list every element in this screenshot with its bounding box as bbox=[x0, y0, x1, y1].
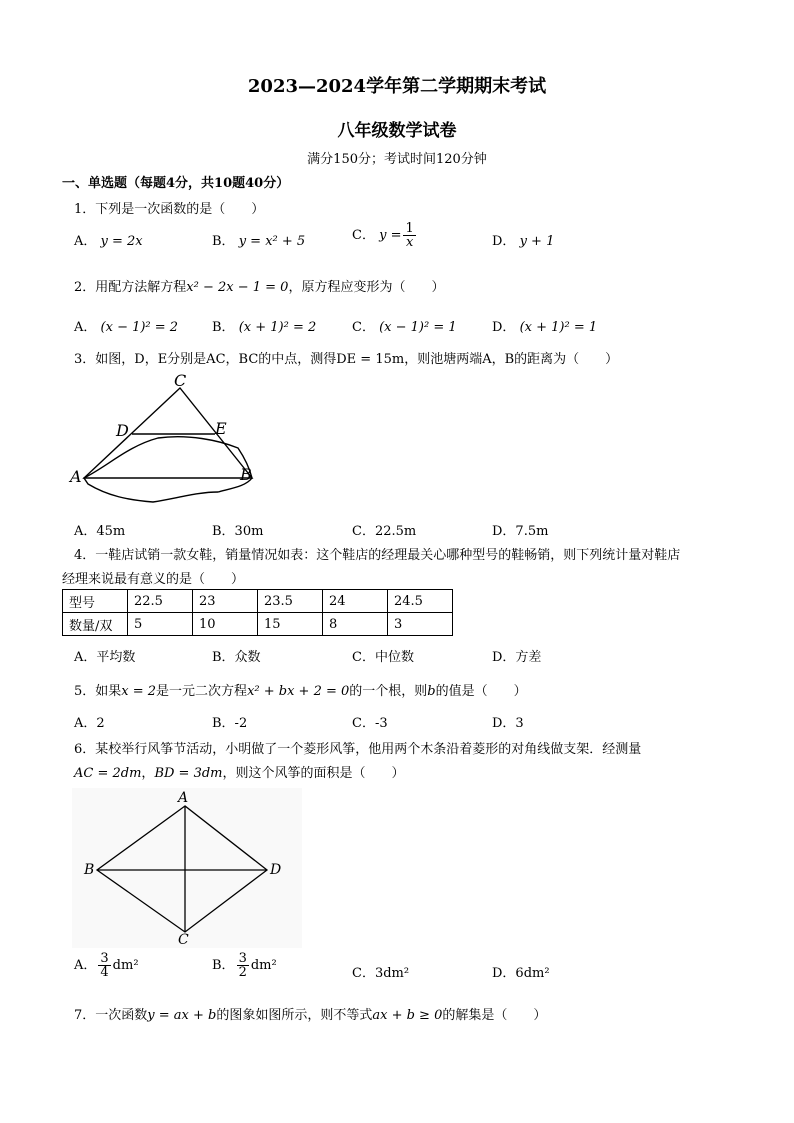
table-cell: 数量/双 bbox=[63, 613, 128, 636]
label-c: C bbox=[178, 932, 189, 948]
label-a: A bbox=[178, 790, 189, 806]
q4-option-d: D．方差 bbox=[492, 650, 542, 665]
exam-info: 满分150分；考试时间120分钟 bbox=[307, 152, 487, 167]
label-a: A bbox=[70, 467, 82, 486]
section-heading: 一、单选题（每题4分，共10题40分） bbox=[62, 176, 290, 191]
q4-option-b: B．众数 bbox=[212, 650, 261, 665]
question-2-stem: 2．用配方法解方程x² − 2x − 1 = 0，原方程应变形为（ ） bbox=[74, 280, 445, 295]
q1-option-a: A． y = 2x bbox=[74, 234, 143, 249]
q3-option-c: C．22.5m bbox=[352, 524, 417, 539]
q3-option-a: A．45m bbox=[74, 524, 126, 539]
q6-option-b: B． $\frac{3}{2}$ dm² bbox=[212, 951, 277, 980]
label-d: D bbox=[116, 421, 129, 440]
table-cell: 8 bbox=[323, 613, 388, 636]
table-cell: 22.5 bbox=[128, 590, 193, 613]
q1-option-b: B． y = x² + 5 bbox=[212, 234, 306, 249]
q2-option-b: B． (x + 1)² = 2 bbox=[212, 320, 317, 335]
q4-option-a: A．平均数 bbox=[74, 650, 136, 665]
table-cell: 23 bbox=[193, 590, 258, 613]
question-4-stem-line1: 4．一鞋店试销一款女鞋，销量情况如表：这个鞋店的经理最关心哪种型号的鞋畅销，则下列统计量对鞋店 bbox=[74, 548, 681, 563]
question-3-stem: 3．如图，D，E分别是AC，BC的中点，测得DE = 15m，则池塘两端A，B的距离为（ ） bbox=[74, 352, 619, 367]
q5-option-d: D．3 bbox=[492, 716, 524, 731]
q1-option-c: C． y = $\frac{1}{x}$ bbox=[352, 221, 414, 250]
table-cell: 15 bbox=[258, 613, 323, 636]
q5-option-c: C．-3 bbox=[352, 716, 388, 731]
table-cell: 23.5 bbox=[258, 590, 323, 613]
label-e: E bbox=[215, 419, 227, 438]
shoe-sales-table bbox=[62, 589, 453, 636]
figure-background bbox=[72, 788, 302, 948]
label-b: B bbox=[84, 862, 95, 878]
q6-option-a: A． $\frac{3}{4}$ dm² bbox=[74, 951, 139, 980]
q6-option-c: C．3dm² bbox=[352, 966, 410, 981]
table-cell: 10 bbox=[193, 613, 258, 636]
question-6-stem-line2: AC = 2dm，BD = 3dm，则这个风筝的面积是（ ） bbox=[74, 766, 405, 781]
question-6-stem-line1: 6．某校举行风筝节活动，小明做了一个菱形风筝，他用两个木条沿着菱形的对角线做支架．经测量 bbox=[74, 742, 642, 757]
table-cell: 24.5 bbox=[388, 590, 453, 613]
question-4-stem-line2: 经理来说最有意义的是（ ） bbox=[62, 572, 245, 587]
question-7-stem: 7．一次函数y = ax + b的图象如图所示，则不等式ax + b ≥ 0的解集是（ ） bbox=[74, 1008, 547, 1023]
exam-title: 2023—2024学年第二学期期末考试 bbox=[247, 76, 547, 97]
q6-option-d: D．6dm² bbox=[492, 966, 550, 981]
pond-triangle-figure bbox=[68, 374, 268, 510]
table-cell: 3 bbox=[388, 613, 453, 636]
q5-option-b: B．-2 bbox=[212, 716, 248, 731]
q2-option-a: A． (x − 1)² = 2 bbox=[74, 320, 179, 335]
q4-option-c: C．中位数 bbox=[352, 650, 414, 665]
label-b: B bbox=[240, 465, 252, 484]
label-c: C bbox=[174, 374, 187, 390]
q1-option-d: D． y + 1 bbox=[492, 234, 555, 249]
q3-option-d: D．7.5m bbox=[492, 524, 549, 539]
q2-option-c: C． (x − 1)² = 1 bbox=[352, 320, 457, 335]
table-cell: 型号 bbox=[63, 590, 128, 613]
question-5-stem: 5．如果x = 2是一元二次方程x² + bx + 2 = 0的一个根，则b的值是（ ） bbox=[74, 684, 527, 699]
triangle-abc bbox=[84, 388, 252, 478]
table-row bbox=[63, 590, 453, 613]
q5-option-a: A．2 bbox=[74, 716, 105, 731]
q3-option-b: B．30m bbox=[212, 524, 264, 539]
rhombus-kite-figure bbox=[72, 788, 302, 948]
q2-option-d: D． (x + 1)² = 1 bbox=[492, 320, 598, 335]
table-cell: 24 bbox=[323, 590, 388, 613]
label-d: D bbox=[270, 862, 282, 878]
exam-subtitle: 八年级数学试卷 bbox=[337, 121, 457, 141]
table-row bbox=[63, 613, 453, 636]
table-cell: 5 bbox=[128, 613, 193, 636]
question-1-stem: 1．下列是一次函数的是（ ） bbox=[74, 202, 265, 217]
